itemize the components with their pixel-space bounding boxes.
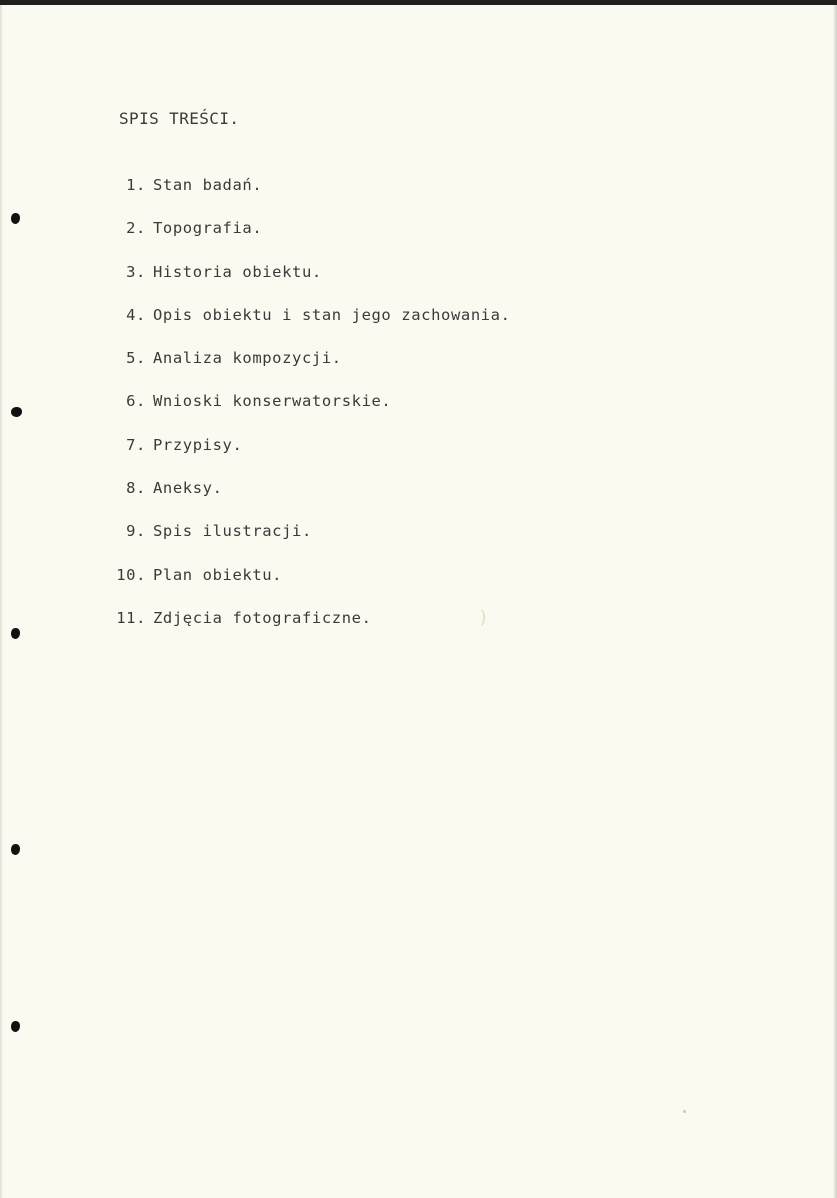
toc-entry-text: Spis ilustracji. [153,522,312,541]
toc-entry-number: 3. [126,262,146,281]
toc-entry-number: 10. [116,565,146,584]
toc-entry-number: 2. [126,219,146,238]
toc-entry [113,566,511,609]
page-title: SPIS TREŚCI. [119,109,240,128]
binder-hole-mark [11,628,20,639]
toc-entry-text: Zdjęcia fotograficzne. [153,608,372,627]
toc-entry-number: 8. [126,479,146,498]
page-right-shadow [833,5,837,1198]
toc-entry [113,219,511,262]
toc-entry-text: Analiza kompozycji. [153,349,342,368]
toc-entry-number: 4. [126,305,146,324]
toc-entry [113,522,511,565]
toc-entry-text: Stan badań. [153,176,263,194]
toc-entry-text: Aneksy. [153,479,223,498]
toc-entry [113,436,511,479]
binder-hole-mark [11,407,22,417]
binder-hole-mark [11,844,20,855]
toc-entry-number: 9. [126,522,146,541]
toc-entry [113,392,511,435]
stray-pencil-mark: ) [478,607,489,628]
binder-hole-mark [11,213,20,224]
toc-entry-text: Przypisy. [153,435,243,454]
toc-entry-text: Plan obiektu. [153,565,283,584]
toc-entry [113,609,511,652]
toc-entry-text: Opis obiektu i stan jego zachowania. [153,305,511,324]
toc-entry-text: Topografia. [153,219,263,238]
binder-hole-mark [11,1021,20,1032]
toc-entry-number: 6. [126,392,146,411]
toc-entry-number: 5. [126,349,146,368]
toc-entry-number: 7. [126,435,146,454]
toc-entry [113,479,511,522]
toc-entry-text: Historia obiektu. [153,262,322,281]
toc-entry [113,306,511,349]
toc-entry-number: 1. [126,176,146,194]
table-of-contents [113,176,511,652]
toc-entry [113,176,511,219]
paper-speck [683,1110,686,1113]
page-left-shadow [0,5,3,1198]
toc-entry [113,349,511,392]
toc-entry-text: Wnioski konserwatorskie. [153,392,392,411]
toc-entry-number: 11. [116,608,146,627]
toc-entry [113,263,511,306]
